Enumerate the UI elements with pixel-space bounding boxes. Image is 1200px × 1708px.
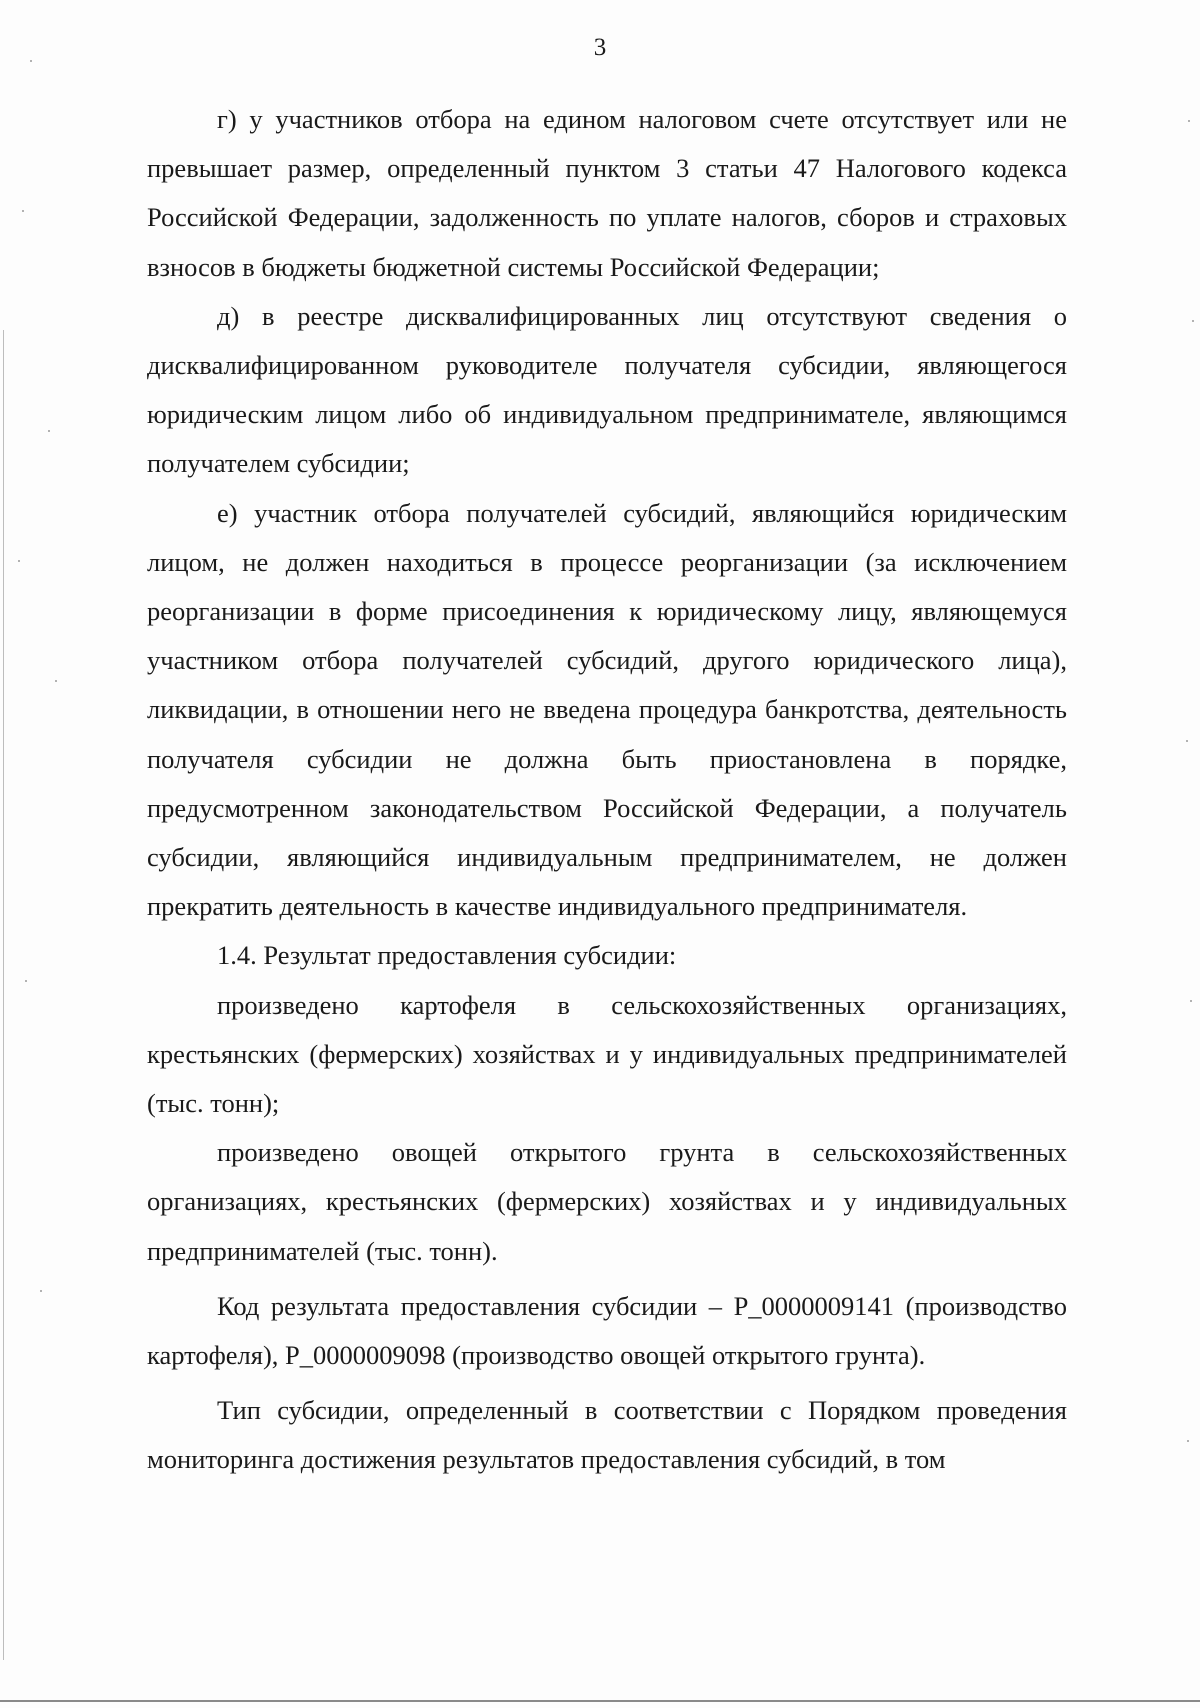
paragraph-e: е) участник отбора получателей субсидий, являющийся юридическим лицом, не должен находиться в процессе реорганизации (за исключением реорганизации в форме присоединения к юридическому лицу, являющемуся участником отбора получателей субсидий, другого юридического лица), ликвидации, в отношении него не введена процедура банкротства, деятельность получателя субсидии не должна быть приостановлена в порядке, предусмотренном законодательством Российской Федерации, а получатель субсидии, являющийся индивидуальным предпринимателем, не должен прекратить деятельность в качестве индивидуального предпринимателя. (147, 497, 1067, 922)
scan-speck (1188, 120, 1190, 122)
document-body (147, 95, 1067, 1485)
scan-speck (1192, 320, 1194, 322)
scan-speck (22, 210, 24, 212)
paragraph-g: г) у участников отбора на едином налоговом счете отсутствует или не превышает размер, определенный пунктом 3 статьи 47 Налогового кодекса Российской Федерации, задолженность по уплате налогов, сборов и страховых взносов в бюджеты бюджетной системы Российской Федерации; (147, 104, 1067, 282)
scan-speck (25, 980, 27, 982)
scan-speck (1186, 740, 1188, 742)
scan-speck (40, 1290, 42, 1292)
scan-speck (55, 680, 57, 682)
paragraph-d: д) в реестре дисквалифицированных лиц отсутствуют сведения о дисквалифицированном руководителе получателя субсидии, являющегося юридическим лицом либо об индивидуальном предпринимателе, являющимся получателем субсидии; (147, 300, 1067, 479)
scan-speck (1187, 1440, 1189, 1442)
result-vegetables: произведено овощей открытого грунта в сельскохозяйственных организациях, крестьянских (фермерских) хозяйствах и у индивидуальных предпринимателей (тыс. тонн). (147, 1137, 1067, 1266)
page-number: 3 (593, 34, 607, 61)
scan-speck (30, 60, 32, 62)
scan-speck (18, 560, 20, 562)
scan-edge-bottom (0, 1700, 1200, 1702)
section-heading-1-4: 1.4. Результат предоставления субсидии: (217, 940, 677, 971)
subsidy-type-paragraph: Тип субсидии, определенный в соответствии с Порядком проведения мониторинга достижения результатов предоставления субсидий, в том (147, 1395, 1067, 1475)
result-code-paragraph: Код результата предоставления субсидии – P_0000009141 (производство картофеля), P_0000009098 (производство овощей открытого грунта). (147, 1290, 1067, 1371)
scan-edge-left (3, 330, 4, 1660)
scan-speck (48, 430, 50, 432)
result-potatoes: произведено картофеля в сельскохозяйственных организациях, крестьянских (фермерских) хозяйствах и у индивидуальных предпринимателей (тыс. тонн); (147, 989, 1067, 1119)
scan-speck (1190, 1000, 1192, 1002)
